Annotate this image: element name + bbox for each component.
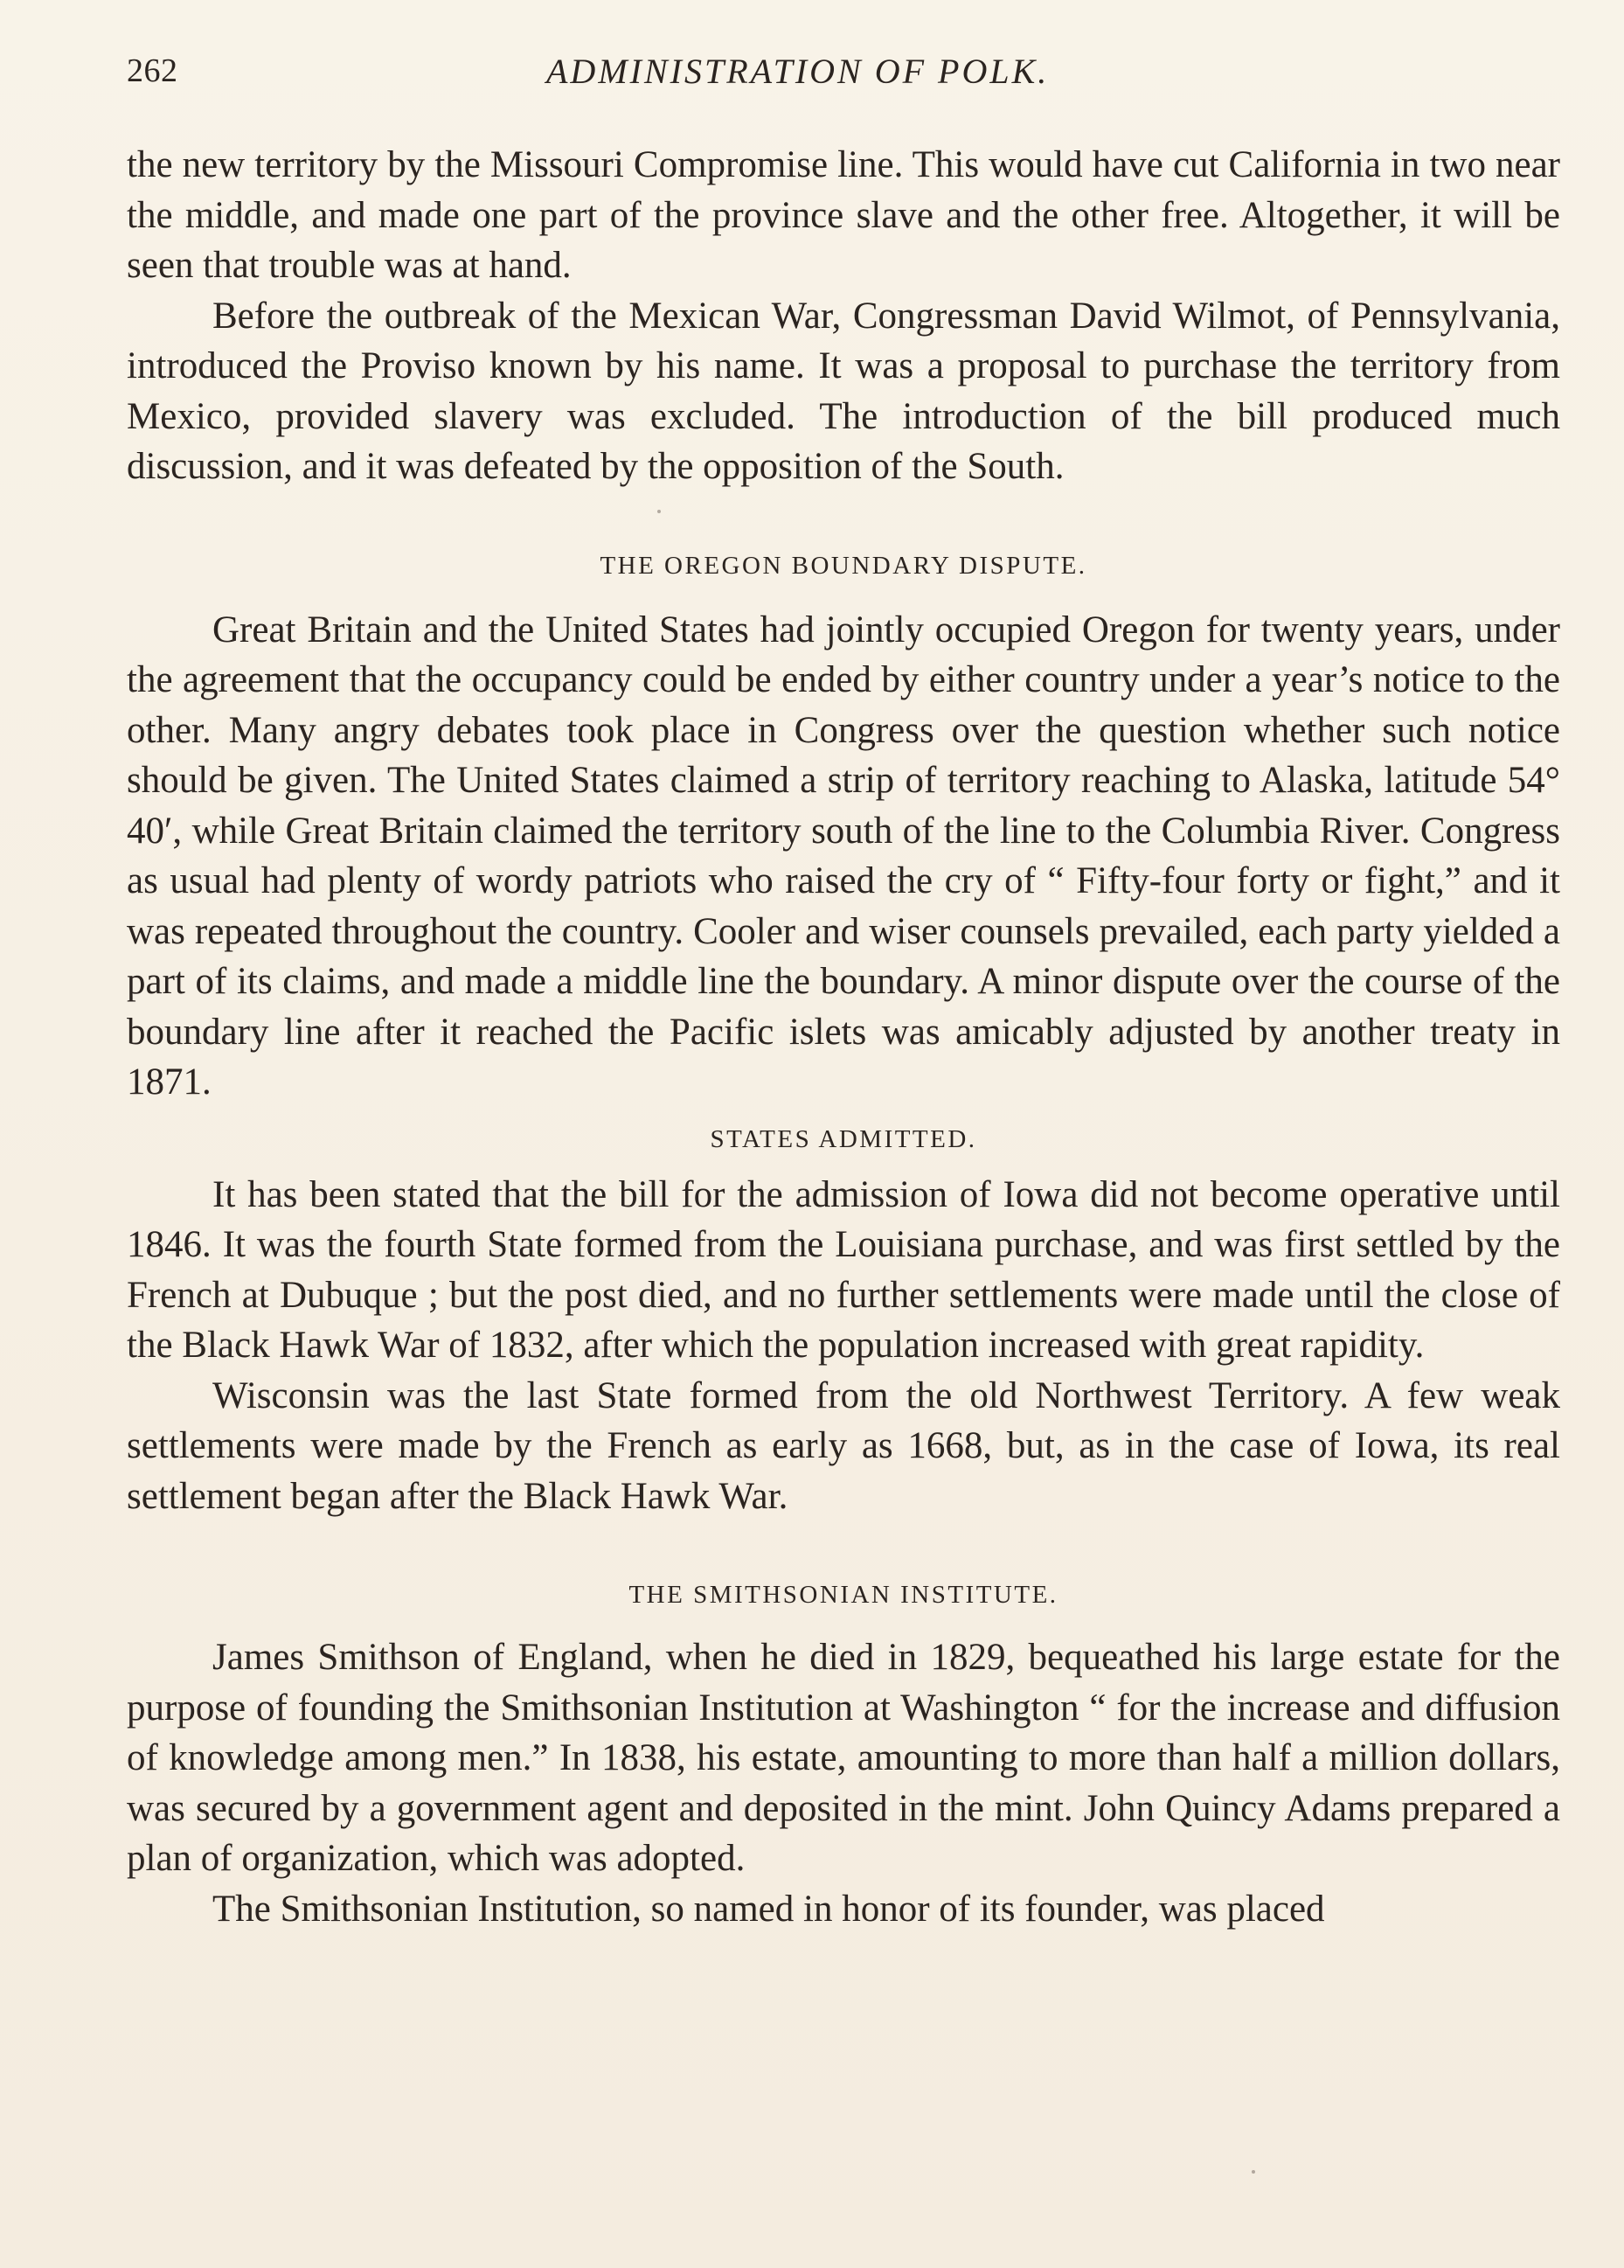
paragraph-continued: the new territory by the Missouri Compromise line. This would have cut California in two near the middle, and made one part of the province slave and the other free. Altogether, it will be seen that trouble was at hand. (127, 144, 1560, 286)
section-heading-smithsonian: THE SMITHSONIAN INSTITUTE. (628, 1581, 1058, 1609)
section-heading-states-admitted: STATES ADMITTED. (710, 1124, 977, 1153)
page-body (127, 140, 1560, 1934)
paragraph-iowa: It has been stated that the bill for the admission of Iowa did not become operative until 1846. It was the fourth State formed from the Louisiana purchase, and was first settled by the French at Dubuque ; but the post died, and no further settlements were made until the close of the Black Hawk War of 1832, after which the population increased with great rapidity. (127, 1173, 1560, 1366)
paragraph-wilmot-proviso: Before the outbreak of the Mexican War, Congressman David Wilmot, of Pennsylvania, introduced the Proviso known by his name. It was a proposal to purchase the territory from Mexico, provided slavery was excluded. The introduction of the bill produced much discussion, and it was defeated by the opposition of the South. (127, 295, 1560, 487)
running-title: ADMINISTRATION OF POLK. (546, 52, 1050, 91)
page-number: 262 (127, 52, 178, 89)
paragraph-smithson-bequest: James Smithson of England, when he died in 1829, bequeathed his large estate for the purpose of founding the Smithsonian Institution at Washington “ for the increase and diffusion of knowledge among men.” In 1838, his estate, amounting to more than half a million dollars, was secured by a government agent and deposited in the mint. John Quincy Adams prepared a plan of organization, which was adopted. (127, 1637, 1560, 1879)
page-header (127, 54, 1560, 107)
section-heading-oregon: THE OREGON BOUNDARY DISPUTE. (600, 551, 1087, 580)
paragraph-oregon: Great Britain and the United States had jointly occupied Oregon for twenty years, under the agreement that the occupancy could be ended by either country under a year’s notice to the other. Many angry debates took place in Congress over the question whether such notice should be given. The United States claimed a strip of territory reaching to Alaska, latitude 54° 40′, while Great Britain claimed the territory south of the line to the Columbia River. Congress as usual had plenty of wordy patriots who raised the cry of “ Fifty-four forty or fight,” and it was repeated throughout the country. Cooler and wiser counsels prevailed, each party yielded a part of its claims, and made a middle line the boundary. A minor dispute over the course of the boundary line after it reached the Pacific islets was amicably adjusted by another treaty in 1871. (127, 609, 1560, 1103)
paper-speck (1252, 2170, 1255, 2174)
paragraph-smithsonian-institution: The Smithsonian Institution, so named in honor of its founder, was placed (212, 1888, 1325, 1930)
paper-speck (657, 510, 661, 513)
paragraph-wisconsin: Wisconsin was the last State formed from the old Northwest Territory. A few weak settlements were made by the French as early as 1668, but, as in the case of Iowa, its real settlement began after the Black Hawk War. (127, 1374, 1560, 1517)
